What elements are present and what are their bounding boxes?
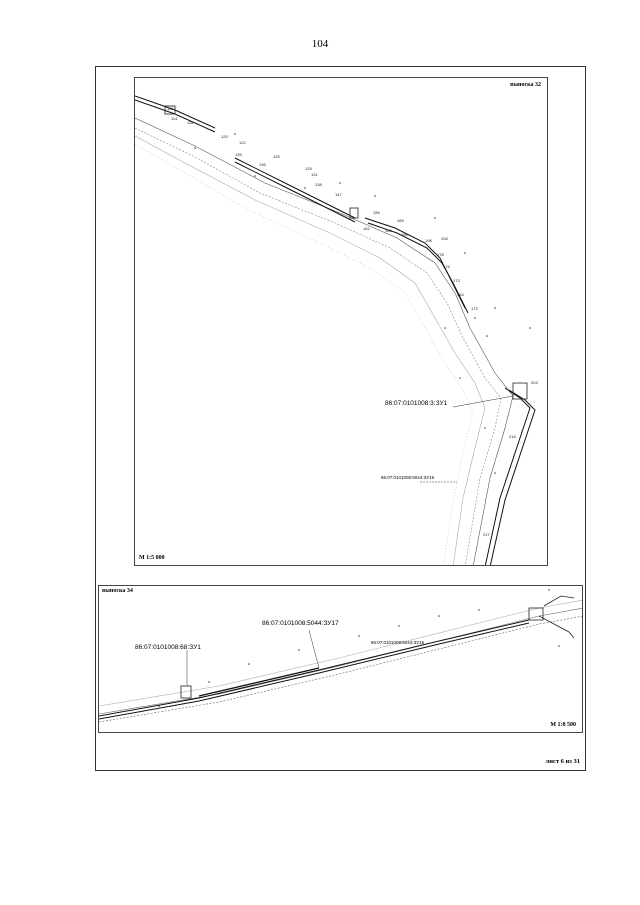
svg-text:120: 120 [221,134,228,139]
map-callout-32 [134,77,548,566]
svg-text:162: 162 [363,226,370,231]
svg-text:136: 136 [259,162,266,167]
svg-text:122: 122 [239,140,246,145]
svg-text:135: 135 [235,152,242,157]
svg-text:196: 196 [401,232,408,237]
parcel-label: 86:07:0101008:5044:ЗУ16 [371,640,425,645]
parcel-label: 86:07:0101008:5044:ЗУ16 [381,475,435,480]
svg-text:217: 217 [483,532,490,537]
svg-text:125: 125 [273,154,280,159]
svg-text:138: 138 [315,182,322,187]
svg-text:178: 178 [437,252,444,257]
svg-text:114: 114 [171,116,178,121]
svg-text:218: 218 [509,434,516,439]
svg-text:165: 165 [397,218,404,223]
svg-text:118: 118 [187,120,194,125]
svg-text:131: 131 [311,172,318,177]
svg-text:198: 198 [425,238,432,243]
map-callout-34 [98,585,583,733]
sheet-count: лист 6 из 31 [545,758,580,765]
callout-label: выноска 32 [510,82,541,88]
map-callout-32-drawing [135,78,548,566]
svg-text:128: 128 [305,166,312,171]
callout-label: выноска 34 [102,588,133,594]
parcel-label: 86:07:0101008:5044:ЗУ17 [262,620,339,627]
svg-text:160: 160 [385,228,392,233]
svg-text:204: 204 [531,380,538,385]
svg-text:208: 208 [441,236,448,241]
svg-text:164: 164 [457,292,464,297]
svg-text:173: 173 [453,278,460,283]
parcel-label: 86:07:0101008:3:ЗУ1 [385,400,448,407]
svg-text:172: 172 [471,306,478,311]
svg-text:156: 156 [373,210,380,215]
svg-text:174: 174 [443,264,450,269]
parcel-label: 86:07:0101008:68:ЗУ1 [135,644,201,651]
drawing-sheet [95,66,586,771]
page-number: 104 [311,38,329,50]
svg-text:147: 147 [335,192,342,197]
map-callout-34-drawing [99,586,583,733]
scale-label: М 1:8 500 [550,722,576,728]
scale-label: М 1:5 000 [139,555,165,561]
svg-text:113: 113 [167,106,174,111]
